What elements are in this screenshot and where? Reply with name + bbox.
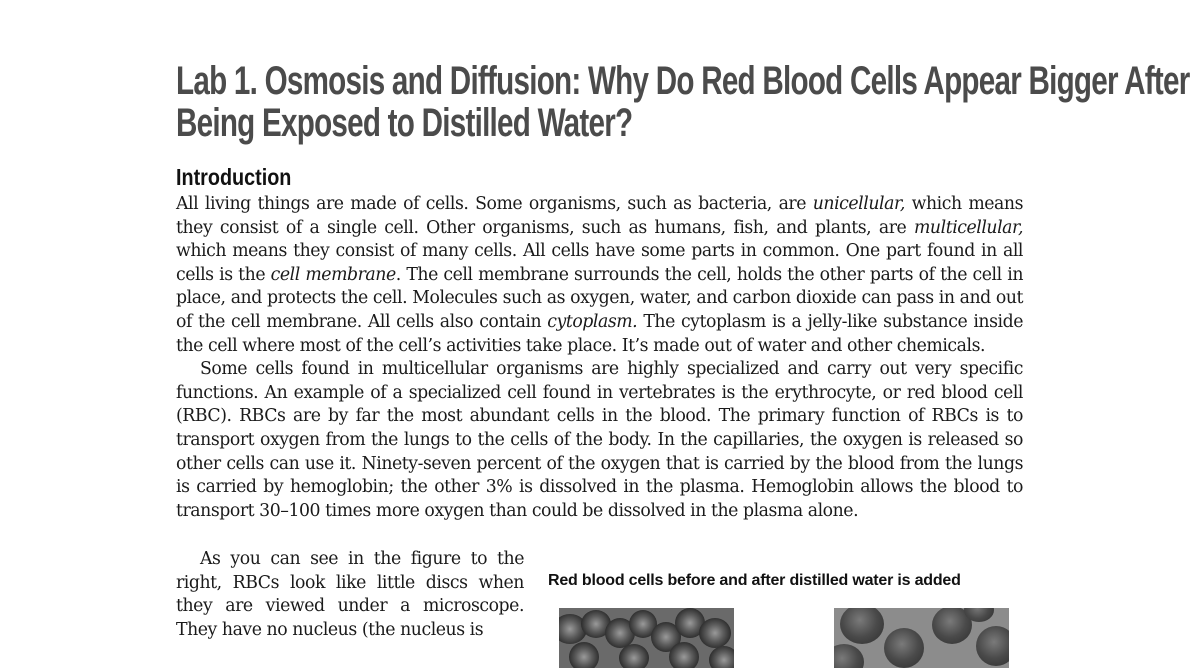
paragraph-2: Some cells found in multicellular organisms are highly specialized and carry out very specific functions. An example of a specialized cell found in vertebrates is the erythrocyte, or red blood cell (RBC). RBCs are by far the most abundant cells in the blood. The primary function of RBCs is to transport oxygen from the lungs to the cells of the body. In the capillaries, the oxygen is released so other cells can use it. Ninety-seven percent of the oxygen that is carried by the blood from the lungs is carried by hemoglobin; the other 3% is dissolved in the plasma. Hemoglobin allows the blood to transport 30–100 times more oxygen than could be dissolved in the plasma alone. — [176, 359, 1023, 521]
text-segment: which means they consist of a single cell. Other organisms, such as humans, fish, and plants, are — [176, 194, 1024, 238]
document-page — [176, 59, 1190, 640]
text-segment: All living things are made of cells. Some organisms, such as bacteria, are — [176, 194, 813, 214]
paragraph-3: As you can see in the figure to the right, RBCs look like little discs when they are viewed under a microscope. They have no nucleus (the nucleus is — [176, 549, 524, 640]
section-heading-introduction: Introduction — [176, 164, 292, 190]
text-segment: which means they consist of many cells. All cells have some parts in common. One part found in all cells is the — [176, 241, 1023, 285]
term-unicellular: unicellular, — [812, 194, 905, 214]
rbc-after-image — [834, 608, 1009, 668]
paragraph-3-column — [176, 548, 524, 642]
page-title — [176, 59, 1190, 145]
rbc-figure — [548, 572, 1028, 590]
introduction-body — [176, 193, 1023, 523]
paragraph-1 — [176, 193, 1023, 358]
title-line-1: Lab 1. Osmosis and Diffusion: Why Do Red Blood Cells Appear Bigger After — [176, 59, 1190, 103]
text-segment: . The cell membrane surrounds the cell, holds the other parts of the cell in place, and protects the cell. Molecules such as oxygen, water, and carbon dioxide can pass in and out of the cell membrane. All cells also contain — [176, 264, 1024, 332]
term-multicellular: multicellular, — [914, 217, 1023, 238]
figure-caption: Red blood cells before and after distilled water is added — [548, 572, 961, 589]
term-cytoplasm: cytoplasm. — [547, 311, 638, 332]
text-segment: The cytoplasm is a jelly-like substance inside the cell where most of the cell’s activities take place. It’s made out of water and other chemicals. — [176, 311, 1023, 356]
term-cell-membrane: cell membrane — [270, 264, 396, 285]
title-line-2: Being Exposed to Distilled Water? — [176, 101, 633, 145]
rbc-before-image — [559, 608, 734, 668]
